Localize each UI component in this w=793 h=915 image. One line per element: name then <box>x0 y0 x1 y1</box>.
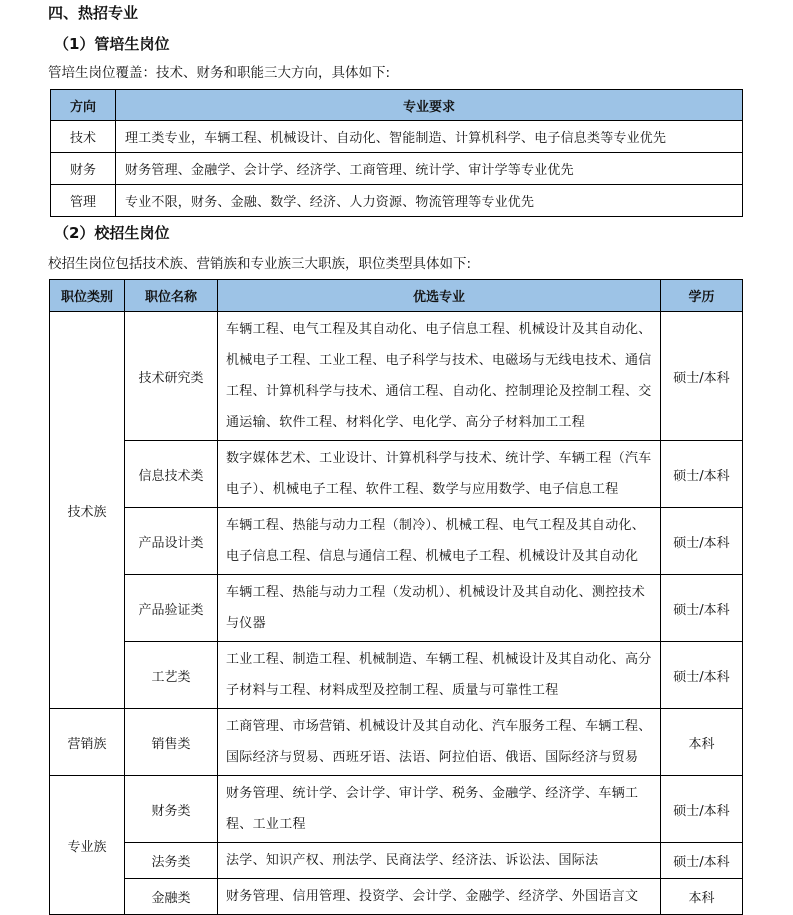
position-name: 金融类 <box>125 879 218 915</box>
campus-header-position: 职位名称 <box>125 280 218 312</box>
mgmt-intro: 管培生岗位覆盖：技术、财务和职能三大方向，具体如下: <box>48 65 391 81</box>
job-category: 营销族 <box>50 709 125 776</box>
degree: 硕士/本科 <box>661 575 743 642</box>
table-row <box>50 642 743 709</box>
campus-header-category: 职位类别 <box>50 280 125 312</box>
table-row <box>50 312 743 441</box>
table-row <box>50 843 743 879</box>
table-row <box>50 776 743 843</box>
table-row <box>50 879 743 915</box>
position-name: 法务类 <box>125 843 218 879</box>
degree: 本科 <box>661 879 743 915</box>
degree: 硕士/本科 <box>661 441 743 508</box>
preferred-majors: 车辆工程、热能与动力工程（制冷）、机械工程、电气工程及其自动化、电子信息工程、信息与通信工程、机械电子工程、机械设计及其自动化 <box>218 508 661 575</box>
mgmt-requirement: 理工类专业，车辆工程、机械设计、自动化、智能制造、计算机科学、电子信息类等专业优先 <box>116 121 743 153</box>
degree: 硕士/本科 <box>661 776 743 843</box>
mgmt-requirement: 财务管理、金融学、会计学、经济学、工商管理、统计学、审计学等专业优先 <box>116 153 743 185</box>
preferred-majors: 法学、知识产权、刑法学、民商法学、经济法、诉讼法、国际法 <box>218 843 661 879</box>
campus-table <box>49 279 743 915</box>
table-row <box>50 709 743 776</box>
table-row <box>50 575 743 642</box>
position-name: 工艺类 <box>125 642 218 709</box>
position-name: 产品设计类 <box>125 508 218 575</box>
position-name: 信息技术类 <box>125 441 218 508</box>
preferred-majors: 工商管理、市场营销、机械设计及其自动化、汽车服务工程、车辆工程、国际经济与贸易、西班牙语、法语、阿拉伯语、俄语、国际经济与贸易 <box>218 709 661 776</box>
degree: 本科 <box>661 709 743 776</box>
mgmt-requirement: 专业不限，财务、金融、数学、经济、人力资源、物流管理等专业优先 <box>116 185 743 217</box>
degree: 硕士/本科 <box>661 508 743 575</box>
position-name: 财务类 <box>125 776 218 843</box>
job-category: 技术族 <box>50 312 125 709</box>
campus-table-header <box>50 280 743 312</box>
degree: 硕士/本科 <box>661 642 743 709</box>
table-row <box>51 185 743 217</box>
position-name: 产品验证类 <box>125 575 218 642</box>
mgmt-table <box>50 89 743 217</box>
mgmt-header-direction: 方向 <box>51 90 116 121</box>
preferred-majors: 车辆工程、热能与动力工程（发动机）、机械设计及其自动化、测控技术与仪器 <box>218 575 661 642</box>
mgmt-direction: 财务 <box>51 153 116 185</box>
table-row <box>50 508 743 575</box>
preferred-majors: 财务管理、统计学、会计学、审计学、税务、金融学、经济学、车辆工程、工业工程 <box>218 776 661 843</box>
degree: 硕士/本科 <box>661 843 743 879</box>
mgmt-header-requirement: 专业要求 <box>116 90 743 121</box>
job-category: 专业族 <box>50 776 125 915</box>
position-name: 销售类 <box>125 709 218 776</box>
table-row <box>50 441 743 508</box>
mgmt-direction: 管理 <box>51 185 116 217</box>
campus-header-degree: 学历 <box>661 280 743 312</box>
mgmt-heading: （1）管培生岗位 <box>54 35 170 53</box>
degree: 硕士/本科 <box>661 312 743 441</box>
campus-heading: （2）校招生岗位 <box>54 224 170 242</box>
preferred-majors: 数字媒体艺术、工业设计、计算机科学与技术、统计学、车辆工程（汽车电子）、机械电子工程、软件工程、数学与应用数学、电子信息工程 <box>218 441 661 508</box>
section-title: 四、热招专业 <box>48 4 139 22</box>
preferred-majors: 工业工程、制造工程、机械制造、车辆工程、机械设计及其自动化、高分子材料与工程、材料成型及控制工程、质量与可靠性工程 <box>218 642 661 709</box>
mgmt-table-header <box>51 90 743 121</box>
campus-header-majors: 优选专业 <box>218 280 661 312</box>
preferred-majors: 财务管理、信用管理、投资学、会计学、金融学、经济学、外国语言文 <box>218 879 661 915</box>
table-row <box>51 121 743 153</box>
preferred-majors: 车辆工程、电气工程及其自动化、电子信息工程、机械设计及其自动化、机械电子工程、工业工程、电子科学与技术、电磁场与无线电技术、通信工程、计算机科学与技术、通信工程、自动化、控制理论及控制工程、交通运输、软件工程、材料化学、电化学、高分子材料加工工程 <box>218 312 661 441</box>
campus-intro: 校招生岗位包括技术族、营销族和专业族三大职族，职位类型具体如下: <box>48 256 472 272</box>
mgmt-direction: 技术 <box>51 121 116 153</box>
position-name: 技术研究类 <box>125 312 218 441</box>
table-row <box>51 153 743 185</box>
